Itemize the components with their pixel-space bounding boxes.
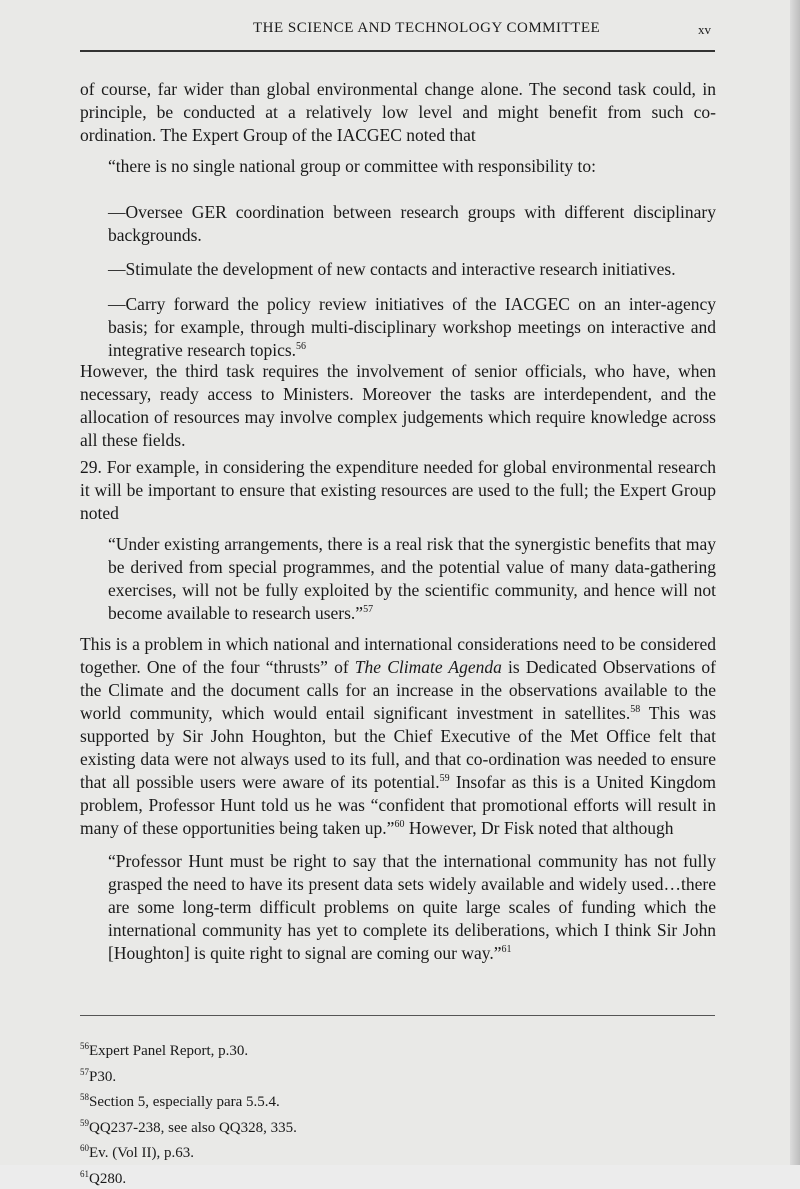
- footnote-divider: [80, 1015, 715, 1016]
- paragraph-1: of course, far wider than global environmental change alone. The second task could, in principle, be conducted at a relatively low level and might benefit from such co-ordination. The Expert Group of the IACGEC noted that: [80, 78, 716, 147]
- quote-3-text: “Professor Hunt must be right to say that the international community has not fully grasped the need to have its present data sets widely available and widely used…there are some long-term difficult problems on quite large scales of funding which the international community has yet to complete its deliberations, which I think Sir John [Houghton] is quite right to signal are coming our way.”: [108, 851, 716, 963]
- footnote-item: [80, 1138, 580, 1164]
- footnote-ref-60[interactable]: 60: [394, 819, 404, 830]
- running-header: [80, 18, 715, 52]
- footnote-item: [80, 1164, 580, 1189]
- footnote-item: [80, 1036, 580, 1062]
- footnote-text: P30.: [89, 1069, 116, 1085]
- footnote-number: 61: [80, 1169, 89, 1179]
- footnote-text: Expert Panel Report, p.30.: [89, 1043, 248, 1059]
- paragraph-4-part-4: Insofar as this is a United Kingdom problem, Professor Hunt told us he was “confident that promotional efforts will result in many of these opportunities being taken up.”: [80, 772, 716, 838]
- page-edge-shadow: [790, 0, 800, 1165]
- quote-2-text: “Under existing arrangements, there is a real risk that the synergistic benefits that may be derived from special programmes, and the potential value of many data-gathering exercises, will not be fully exploited by the scientific community, and hence will not become available to research users.”: [108, 534, 716, 623]
- paragraph-4-part-2: is Dedicated Observations of the Climate and the document calls for an increase in the observations available to the world community, which would entail significant investment in satellites.: [80, 657, 716, 723]
- footnote-item: [80, 1113, 580, 1139]
- paragraph-2: However, the third task requires the involvement of senior officials, who have, when necessary, ready access to Ministers. Moreover the tasks are interdependent, and the allocation of resources may involve complex judgements which require knowledge across all these fields.: [80, 360, 716, 452]
- paragraph-4-part-1: This is a problem in which national and international considerations need to be considered together. One of the four “thrusts” of: [80, 634, 716, 677]
- paragraph-3: 29. For example, in considering the expenditure needed for global environmental research it will be important to ensure that existing resources are used to the full; the Expert Group noted: [80, 456, 716, 525]
- quote-1-item-3: [108, 293, 716, 362]
- paragraph-4-part-5: However, Dr Fisk noted that although: [404, 818, 673, 838]
- footnote-number: 56: [80, 1041, 89, 1051]
- paragraph-4: [80, 633, 716, 840]
- footnote-number: 59: [80, 1118, 89, 1128]
- footnote-ref-57[interactable]: 57: [363, 604, 373, 615]
- quote-3: [108, 850, 716, 965]
- quote-1-item-1: —Oversee GER coordination between research groups with different disciplinary backgrounds.: [108, 201, 716, 247]
- footnote-number: 58: [80, 1092, 89, 1102]
- footnote-item: [80, 1087, 580, 1113]
- footnote-ref-58[interactable]: 58: [630, 704, 640, 715]
- page-number: xv: [698, 22, 711, 38]
- footnote-text: QQ237-238, see also QQ328, 335.: [89, 1120, 297, 1136]
- footnote-ref-56[interactable]: 56: [296, 341, 306, 352]
- footnotes: [80, 1036, 580, 1189]
- footnote-text: Ev. (Vol II), p.63.: [89, 1145, 194, 1161]
- quote-2: [108, 533, 716, 625]
- book-title: The Climate Agenda: [355, 657, 502, 677]
- footnote-item: [80, 1062, 580, 1088]
- footnote-text: Section 5, especially para 5.5.4.: [89, 1094, 280, 1110]
- footnote-number: 60: [80, 1143, 89, 1153]
- footnote-text: Q280.: [89, 1171, 126, 1187]
- footnote-number: 57: [80, 1067, 89, 1077]
- paragraph-4-part-3: This was supported by Sir John Houghton, but the Chief Executive of the Met Office felt that existing data were not always used to its full, and that co-ordination was needed to ensure that all possible users were aware of its potential.: [80, 703, 716, 792]
- quote-1-item-3-text: —Carry forward the policy review initiatives of the IACGEC on an inter-agency basis; for example, through multi-disciplinary workshop meetings on interactive and integrative research topics.: [108, 294, 716, 360]
- footnote-ref-61[interactable]: 61: [502, 944, 512, 955]
- footnote-ref-59[interactable]: 59: [440, 773, 450, 784]
- quote-1-intro: “there is no single national group or committee with responsibility to:: [108, 155, 716, 178]
- quote-1-item-2: —Stimulate the development of new contacts and interactive research initiatives.: [108, 258, 716, 281]
- header-title: THE SCIENCE AND TECHNOLOGY COMMITTEE: [253, 20, 600, 37]
